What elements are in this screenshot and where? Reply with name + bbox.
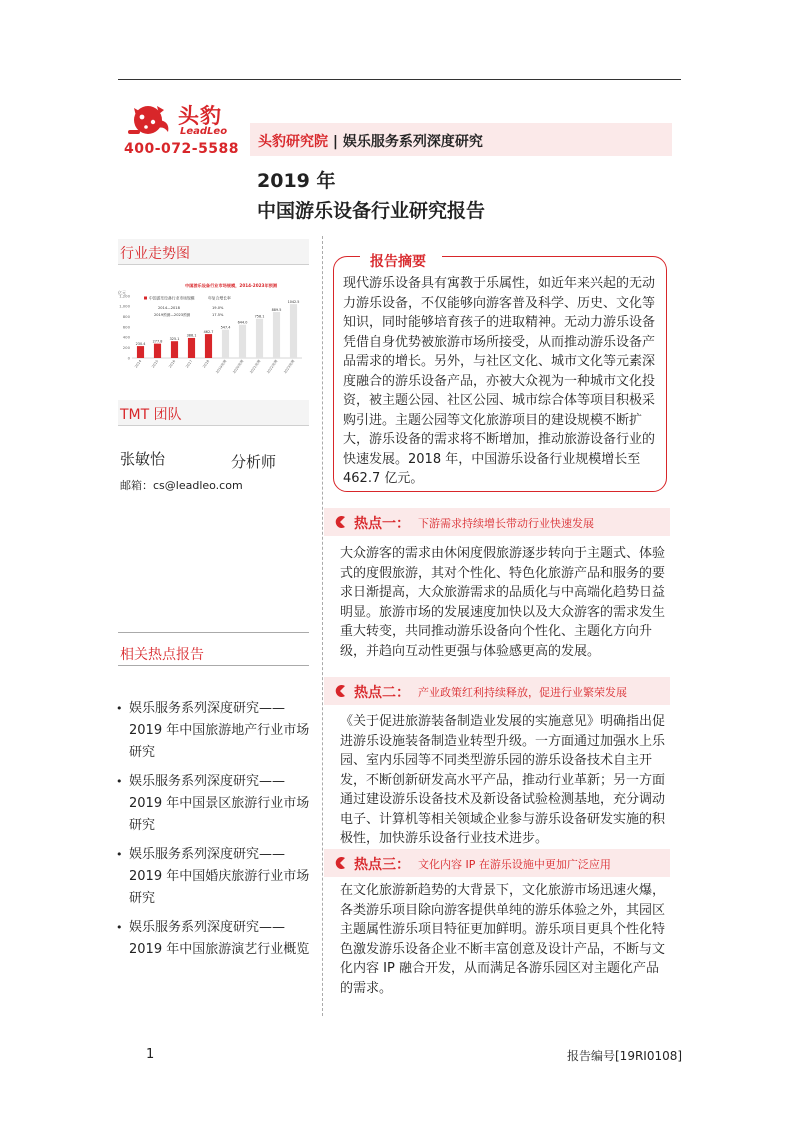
bar-value-label: 277.8 (152, 339, 163, 344)
x-tick-label: 2019预测 (215, 359, 228, 375)
bar-2022预测 (273, 312, 280, 358)
related-report-link[interactable]: • 娱乐服务系列深度研究——2019 年中国旅游地产行业市场研究 (116, 698, 316, 764)
y-tick-label: 800 (122, 313, 130, 319)
legend-swatch-market-size (144, 297, 147, 300)
cagr-period-1: 2014—2018 (158, 306, 180, 310)
bar-value-label: 462.7 (203, 329, 214, 334)
brand-name-cn: 头豹 (178, 104, 222, 128)
bar-2021预测 (256, 319, 263, 358)
bar-2023预测 (290, 304, 297, 358)
hotspot-marker-icon (333, 856, 347, 870)
brand-logo (124, 100, 234, 140)
banner-institute: 头豹研究院 (258, 134, 328, 150)
report-title: 中国游乐设备行业研究报告 (257, 200, 486, 222)
bar-2018 (205, 334, 212, 358)
cagr-value-1: 19.0% (212, 306, 224, 310)
legend-cagr: 年复合增长率 (208, 295, 231, 301)
bar-2017 (188, 338, 195, 358)
hotspot-marker-icon (333, 515, 347, 529)
x-tick-label: 2021预测 (249, 359, 262, 375)
hotspot-header-3 (324, 849, 670, 877)
hotspot-subtitle: 产业政策红利持续释放，促进行业繁荣发展 (418, 686, 627, 699)
hotspot-label: 热点二： (354, 685, 410, 701)
hotspot-header-1 (324, 508, 670, 536)
abstract-title: 报告摘要 (370, 254, 426, 270)
related-reports-list (116, 698, 316, 968)
abstract-text: 现代游乐设备具有寓教于乐属性，如近年来兴起的无动力游乐设备，不仅能够向游客普及科学、历史、文化等知识，同时能够培育孩子的进取精神。无动力游乐设备凭借自身优势被旅游市场所接受，从而推动游乐设备产品需求的增长。另外，与社区文化、城市文化等元素深度融合的游乐设备产品，亦被大众视为一种城市文化投资，被主题公园、社区公园、城市综合体等项目积极采购引进。主题公园等文化旅游项目的建设规模不断扩大，游乐设备的需求将不断增加，推动旅游设备行业的快速发展。2018 年，中国游乐设备行业规模增长至 462.7 亿元。 (343, 276, 656, 486)
related-report-link[interactable]: • 娱乐服务系列深度研究——2019 年中国景区旅游行业市场研究 (116, 771, 316, 837)
banner-separator: | (332, 134, 338, 150)
cagr-value-2: 17.5% (212, 313, 224, 317)
series-banner (250, 123, 672, 156)
legend-market-size: 中国游乐设备行业市场规模 (149, 295, 195, 301)
hotspot-subtitle: 文化内容 IP 在游乐设施中更加广泛应用 (418, 858, 611, 871)
leopard-logo-icon (124, 100, 172, 138)
bar-2015 (154, 344, 161, 358)
bar-value-label: 325.1 (169, 337, 180, 342)
y-tick-label: 200 (122, 344, 130, 350)
bar-value-label: 889.5 (271, 307, 282, 312)
hotspot-text-3: 在文化旅游新趋势的大背景下，文化旅游市场迅速火爆，各类游乐项目除向游客提供单纯的游乐体验之外，其园区主题属性游乐项目特征更加鲜明。游乐项目更具个性化特色激发游乐设备企业不断丰富创意及设计产品，不断与文化内容 IP 融合开发，从而满足各游乐园区对主题化产品的需求。 (340, 883, 666, 996)
y-tick-label: 0 (127, 355, 130, 361)
y-tick-label: 1,200 (119, 293, 130, 299)
header-rule (118, 79, 681, 80)
trend-heading: 行业走势图 (118, 239, 309, 265)
chart-title: 中国游乐设备行业市场规模，2014-2023年预测 (184, 283, 278, 288)
team-heading: TMT 团队 (118, 400, 309, 426)
hotspot-text-2: 《关于促进旅游装备制造业发展的实施意见》明确指出促进游乐设施装备制造业转型升级。一方面通过加强水上乐园、室内乐园等不同类型游乐园的游乐设备技术自主开发，不断创新研发高水平产品，推动行业革新；另一方面通过建设游乐设备技术及新设备试验检测基地，充分调动电子、计算机等相关领域企业参与游乐设备研发实施的积极性，加快游乐设备行业技术进步。 (340, 714, 666, 846)
y-tick-label: 400 (122, 334, 130, 340)
bar-value-label: 644.0 (237, 320, 248, 325)
hotspot-text-1: 大众游客的需求由休闲度假旅游逐步转向于主题式、体验式的度假旅游，其对个性化、特色化旅游产品和服务的要求日渐提高，大众旅游需求的品质化与中高端化趋势日益明显。旅游市场的发展速度加快以及大众游客的需求发生重大转变，共同推动游乐设备向个性化、主题化方向升级，并趋向互动性更强与体验感更高的发展。 (340, 546, 666, 659)
report-number: 报告编号[19RI0108] (567, 1049, 683, 1063)
hotspot-label: 热点一： (354, 516, 410, 532)
related-report-link[interactable]: • 娱乐服务系列深度研究——2019 年中国旅游演艺行业概览 (116, 917, 316, 961)
hotspot-marker-icon (333, 684, 347, 698)
bar-2016 (171, 341, 178, 358)
hotspot-header-2 (324, 677, 670, 705)
chart-unit: 亿元 (118, 290, 126, 295)
related-report-link[interactable]: • 娱乐服务系列深度研究——2019 年中国婚庆旅游行业市场研究 (116, 844, 316, 910)
x-tick-label: 2017 (185, 359, 194, 369)
bar-2020预测 (239, 325, 246, 358)
bar-value-label: 230.4 (135, 341, 146, 346)
analyst-role: 分析师 (231, 453, 277, 471)
banner-series: 娱乐服务系列深度研究 (342, 134, 483, 150)
x-tick-label: 2022预测 (266, 359, 279, 375)
column-divider (322, 236, 323, 1016)
hotspot-label: 热点三： (354, 857, 410, 873)
hotspot-subtitle: 下游需求持续增长带动行业快速发展 (418, 517, 594, 530)
x-tick-label: 2020预测 (232, 359, 245, 375)
bar-2014 (137, 346, 144, 358)
x-tick-label: 2016 (168, 359, 177, 369)
bar-value-label: 758.1 (254, 314, 265, 319)
y-tick-label: 1,000 (119, 303, 130, 309)
x-tick-label: 2023预测 (283, 359, 296, 375)
x-tick-label: 2015 (151, 359, 160, 369)
market-size-chart (116, 278, 316, 378)
bar-2019预测 (222, 330, 229, 358)
bar-value-label: 388.1 (186, 333, 197, 338)
report-year: 2019 年 (257, 170, 336, 192)
bar-value-label: 1042.5 (287, 299, 300, 304)
related-heading: 相关热点报告 (118, 640, 309, 666)
y-tick-label: 600 (122, 324, 130, 330)
cagr-period-2: 2019预测—2023预测 (154, 313, 191, 317)
brand-phone: 400-072-5588 (124, 141, 240, 157)
x-tick-label: 2014 (134, 359, 143, 369)
bar-value-label: 547.4 (220, 325, 231, 330)
analyst-email[interactable]: 邮箱：cs@leadleo.com (120, 479, 243, 492)
x-tick-label: 2018 (202, 359, 211, 369)
brand-name-en: LeadLeo (180, 126, 228, 137)
divider (118, 632, 309, 633)
analyst-name: 张敏怡 (120, 450, 166, 468)
page-number: 1 (146, 1047, 155, 1062)
